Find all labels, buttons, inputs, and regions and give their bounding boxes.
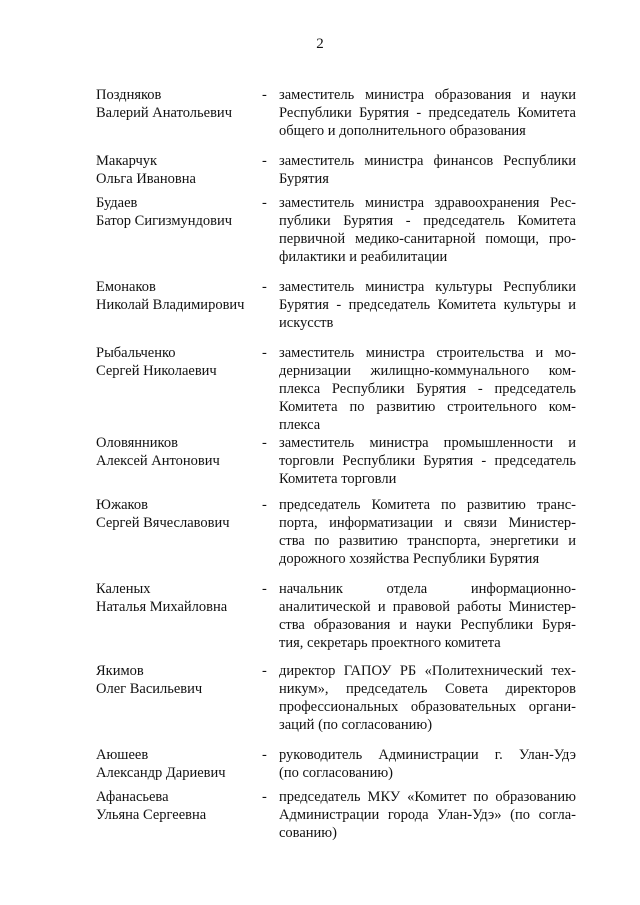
member-first-names: Сергей Вячеславович [96, 515, 230, 531]
role-line: аналитической и правовой работы Министер- [279, 599, 576, 615]
member-first-names: Батор Сигизмундович [96, 213, 233, 229]
member-role [279, 278, 576, 332]
member-role [279, 86, 576, 140]
member-last-name: Южаков [96, 497, 148, 513]
member-last-name: Аюшеев [96, 747, 149, 763]
dash-separator: - [262, 789, 267, 805]
member-first-names: Ольга Ивановна [96, 171, 196, 187]
role-line: филактики и реабилитации [279, 249, 448, 265]
member-role [279, 344, 576, 434]
dash-separator: - [262, 153, 267, 169]
dash-separator: - [262, 663, 267, 679]
member-name [96, 86, 256, 122]
member-name [96, 194, 256, 230]
member-last-name: Каленых [96, 581, 151, 597]
member-last-name: Афанасьева [96, 789, 169, 805]
member-name [96, 152, 256, 188]
role-line: Бурятия [279, 171, 329, 187]
member-first-names: Николай Владимирович [96, 297, 245, 313]
role-line: заместитель министра промышленности и [279, 435, 576, 451]
dash-separator: - [262, 87, 267, 103]
role-line: заместитель министра финансов Республики [279, 153, 576, 169]
role-line: заместитель министра здравоохранения Рес- [279, 195, 576, 211]
member-last-name: Якимов [96, 663, 144, 679]
member-first-names: Наталья Михайловна [96, 599, 228, 615]
role-line: председатель МКУ «Комитет по образованию [279, 789, 576, 805]
role-line: ства образования и науки Республики Буря- [279, 617, 576, 633]
member-name [96, 278, 256, 314]
member-role [279, 746, 576, 782]
role-line: плекса Республики Бурятия - председатель [279, 381, 576, 397]
member-role [279, 152, 576, 188]
role-line: ства по развитию транспорта, энергетики и [279, 533, 576, 549]
role-line: Комитета по развитию строительного ком- [279, 399, 576, 415]
role-line: председатель Комитета по развитию транс- [279, 497, 576, 513]
role-line: дернизации жилищно-коммунального ком- [279, 363, 576, 379]
role-line: Администрации города Улан-Удэ» (по согла- [279, 807, 576, 823]
dash-separator: - [262, 195, 267, 211]
member-name [96, 662, 256, 698]
role-line: заместитель министра культуры Республики [279, 279, 576, 295]
role-line: Комитета торговли [279, 471, 397, 487]
member-first-names: Александр Дариевич [96, 765, 226, 781]
role-line: дорожного хозяйства Республики Бурятия [279, 551, 540, 567]
member-last-name: Поздняков [96, 87, 162, 103]
role-line: тия, секретарь проектного комитета [279, 635, 501, 651]
dash-separator: - [262, 279, 267, 295]
member-name [96, 580, 256, 616]
member-role [279, 788, 576, 842]
member-role [279, 434, 576, 488]
member-name [96, 496, 256, 532]
member-name [96, 788, 256, 824]
role-line: заций (по согласованию) [279, 717, 433, 733]
role-line: искусств [279, 315, 334, 331]
role-line: торговли Республики Бурятия - председатель [279, 453, 576, 469]
role-line: Бурятия - председатель Комитета культуры и [279, 297, 576, 313]
member-last-name: Емонаков [96, 279, 156, 295]
role-line: сованию) [279, 825, 337, 841]
member-role [279, 496, 576, 568]
role-line: Республики Бурятия - председатель Комитета [279, 105, 576, 121]
member-name [96, 746, 256, 782]
member-role [279, 662, 576, 734]
role-line: начальник отдела информационно- [279, 581, 576, 597]
member-last-name: Оловянников [96, 435, 178, 451]
member-first-names: Алексей Антонович [96, 453, 220, 469]
role-line: первичной медико-санитарной помощи, про- [279, 231, 576, 247]
member-name [96, 434, 256, 470]
role-line: руководитель Администрации г. Улан-Удэ [279, 747, 576, 763]
member-last-name: Макарчук [96, 153, 158, 169]
role-line: плекса [279, 417, 321, 433]
role-line: публики Бурятия - председатель Комитета [279, 213, 576, 229]
role-line: заместитель министра строительства и мо- [279, 345, 576, 361]
role-line: общего и дополнительного образования [279, 123, 526, 139]
member-last-name: Рыбальченко [96, 345, 176, 361]
member-first-names: Сергей Николаевич [96, 363, 217, 379]
role-line: директор ГАПОУ РБ «Политехнический тех- [279, 663, 576, 679]
role-line: профессиональных образовательных органи- [279, 699, 576, 715]
page-number: 2 [316, 36, 324, 52]
role-line: порта, информатизации и связи Министер- [279, 515, 576, 531]
dash-separator: - [262, 345, 267, 361]
member-first-names: Олег Васильевич [96, 681, 203, 697]
dash-separator: - [262, 435, 267, 451]
member-last-name: Будаев [96, 195, 138, 211]
role-line: никум», председатель Совета директоров [279, 681, 576, 697]
dash-separator: - [262, 747, 267, 763]
member-first-names: Ульяна Сергеевна [96, 807, 207, 823]
member-role [279, 580, 576, 652]
dash-separator: - [262, 581, 267, 597]
member-role [279, 194, 576, 266]
member-name [96, 344, 256, 380]
role-line: заместитель министра образования и науки [279, 87, 576, 103]
dash-separator: - [262, 497, 267, 513]
role-line: (по согласованию) [279, 765, 393, 781]
member-first-names: Валерий Анатольевич [96, 105, 232, 121]
